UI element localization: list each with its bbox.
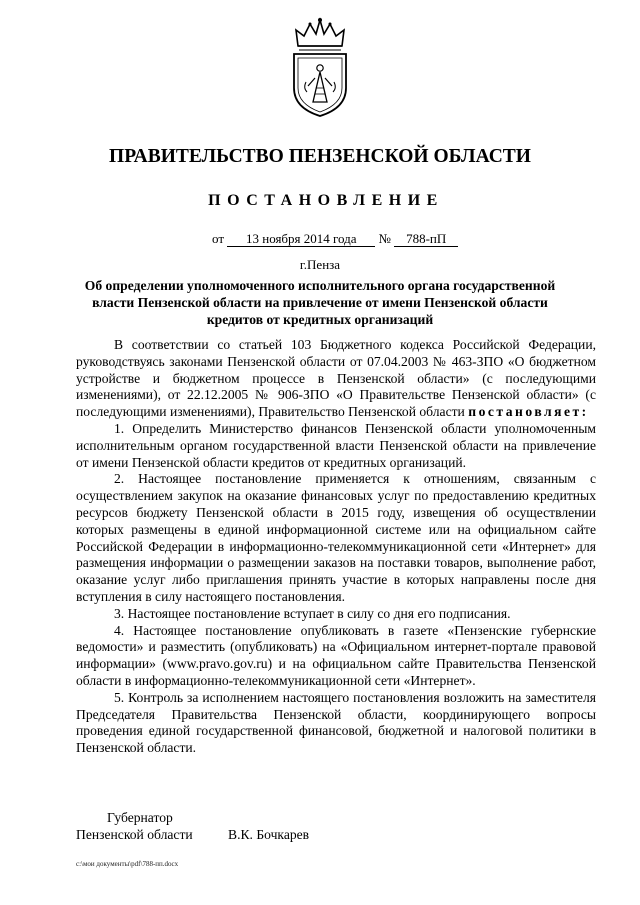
- number-prefix: №: [378, 231, 391, 246]
- document-body: [76, 337, 596, 757]
- item-2: 2. Настоящее постановление применяется к отношениям, связанным с осуществлением закупок на оказание финансовых услуг по предоставлению кредитных ресурсов бюджету Пензенской области в 2015 году, извещения об осуществлении которых размещены в единой информационной системе или на официальном сайте Российской Федерации в информационно-телекоммуникационной сети «Интернет» для размещения информации о размещении заказов на поставки товаров, выполнение работ, оказание услуг либо приглашения принять участие в которых направлены после дня вступления в силу настоящего постановления.: [76, 471, 596, 604]
- document-type: ПОСТАНОВЛЕНИЕ: [208, 192, 444, 209]
- document-date: 13 ноября 2014 года: [227, 231, 375, 247]
- document-number: 788-пП: [394, 231, 458, 247]
- item-5: 5. Контроль за исполнением настоящего постановления возложить на заместителя Председателя Правительства Пензенской области, координирующего вопросы проведения единой государственной финансовой, бюджетной и налоговой политики в Пензенской области.: [76, 689, 596, 756]
- date-number-line: [212, 231, 458, 247]
- signatory-region: Пензенской области: [76, 827, 193, 842]
- file-path: c:\мои документы\pdf\788-пп.docx: [76, 860, 179, 868]
- preamble-text: В соответствии со статьей 103 Бюджетного кодекса Российской Федерации, руководствуясь законами Пензенской области от 07.04.2003 № 463-ЗПО «О бюджетном устройстве и бюджетном процессе в Пензенской области» (с последующими изменениями), от 22.12.2005 № 906-ЗПО «О Правительстве Пензенской области» (с последующими изменениями), Правительство Пензенской области: [76, 337, 596, 420]
- document-title: Об определении уполномоченного исполнительного органа государственной власти Пензенской области на привлечение от имени Пензенской области кредитов от кредитных организаций: [84, 278, 556, 327]
- city: г.Пенза: [299, 257, 341, 272]
- penza-coat-of-arms-icon: [286, 16, 354, 120]
- signatory-name: В.К. Бочкарев: [228, 827, 310, 842]
- signatory-position: Губернатор: [107, 810, 173, 825]
- resolves-keyword: постановляет:: [468, 404, 589, 420]
- date-prefix: от: [212, 231, 225, 246]
- government-heading: ПРАВИТЕЛЬСТВО ПЕНЗЕНСКОЙ ОБЛАСТИ: [109, 146, 531, 167]
- item-1: 1. Определить Министерство финансов Пензенской области уполномоченным исполнительным органом государственной власти Пензенской области на привлечение от имени Пензенской области кредитов от кредитных организаций.: [76, 420, 596, 470]
- preamble-paragraph: [76, 337, 596, 421]
- item-3: 3. Настоящее постановление вступает в силу со дня его подписания.: [114, 605, 511, 621]
- item-4: 4. Настоящее постановление опубликовать в газете «Пензенские губернские ведомости» и разместить (опубликовать) на «Официальном интернет-портале правовой информации» (www.pravo.gov.ru) и на официальном сайте Правительства Пензенской области в информационно-телекоммуникационной сети «Интернет».: [76, 622, 596, 688]
